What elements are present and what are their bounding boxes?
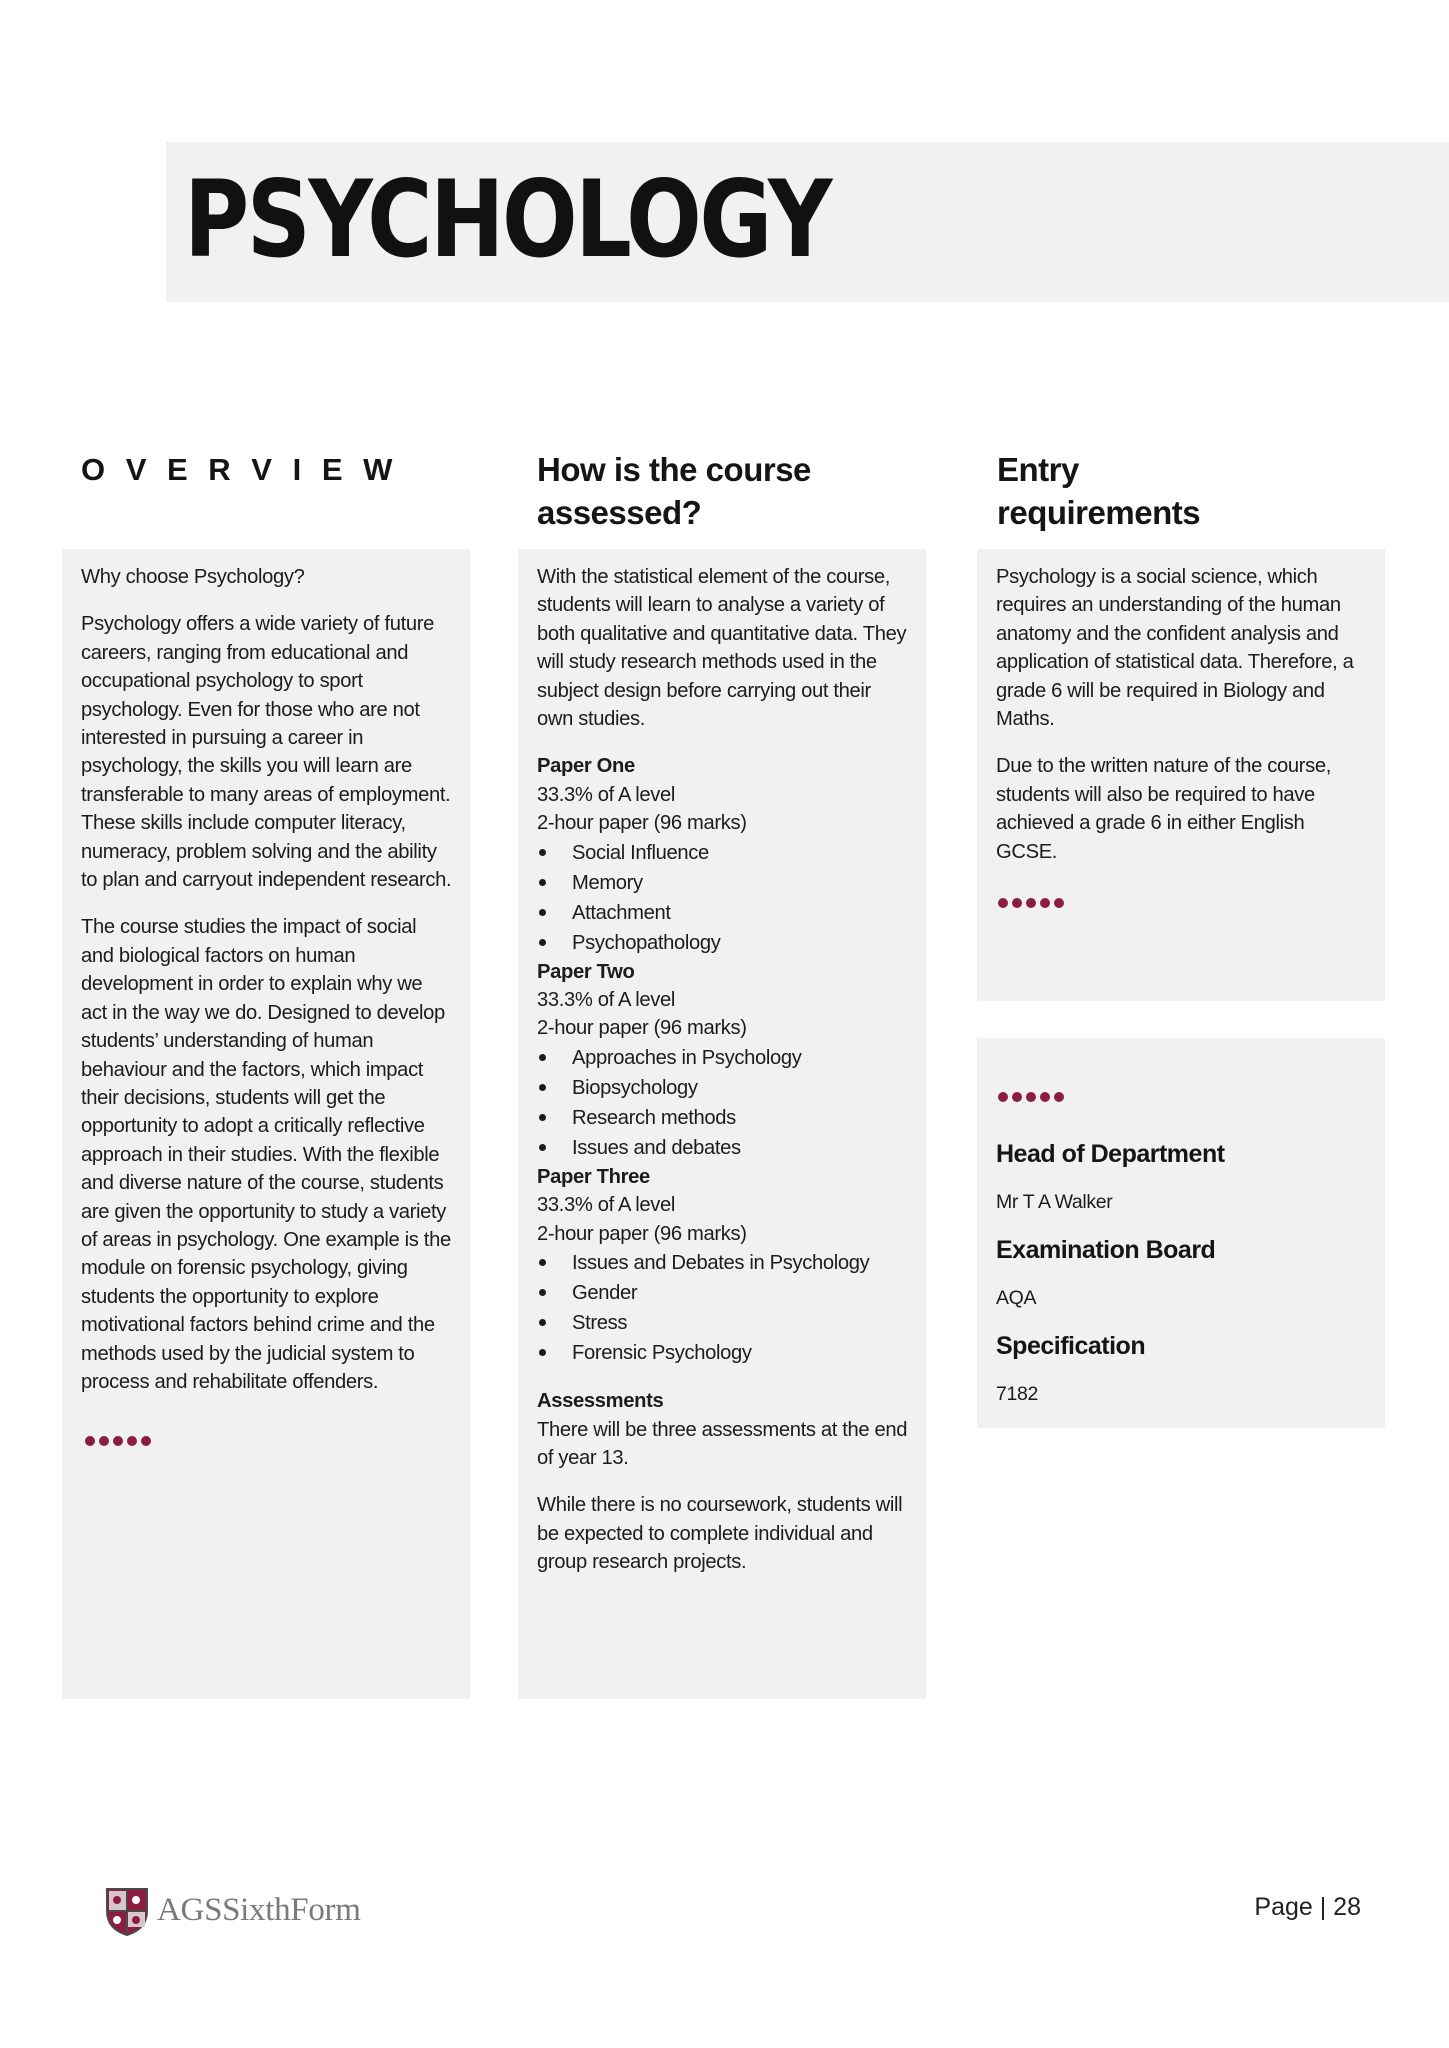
list-item: Forensic Psychology — [537, 1338, 908, 1368]
list-item: Social Influence — [537, 838, 908, 868]
entry-paragraph: Psychology is a social science, which requires an understanding of the human anatomy and the confident analysis and application of statistical data. Therefore, a grade 6 will be required in Biology and Maths. — [996, 566, 1354, 731]
paper-format: 2-hour paper (96 marks) — [537, 1017, 747, 1040]
page-title: PSYCHOLOGY — [184, 158, 830, 281]
crest-icon — [103, 1883, 151, 1937]
overview-heading: O V E R V I E W — [81, 452, 399, 487]
entry-panel — [977, 549, 1385, 1001]
head-of-department-label: Head of Department — [996, 1140, 1225, 1168]
paper-format: 2-hour paper (96 marks) — [537, 812, 747, 835]
list-item: Memory — [537, 868, 908, 898]
examination-board-value: AQA — [996, 1287, 1037, 1309]
school-logo — [103, 1883, 361, 1937]
list-item: Research methods — [537, 1103, 908, 1133]
list-item: Issues and debates — [537, 1133, 908, 1163]
paper-format: 2-hour paper (96 marks) — [537, 1222, 747, 1245]
list-item: Issues and Debates in Psychology — [537, 1248, 908, 1278]
list-item: Psychopathology — [537, 928, 908, 958]
overview-paragraph: Psychology offers a wide variety of future careers, ranging from educational and occupational psychology to sport psychology. Even for those who are not interested in pursuing a career in psychology, the skills you will learn are transferable to many areas of employment. These skills include computer literacy, numeracy, problem solving and the ability to plan and carryout independent research. — [81, 613, 452, 892]
list-item: Biopsychology — [537, 1073, 908, 1103]
paper-weight: 33.3% of A level — [537, 1194, 676, 1217]
entry-heading: Entry requirements — [997, 451, 1201, 531]
dots-divider — [85, 1436, 452, 1446]
paper-weight: 33.3% of A level — [537, 989, 676, 1012]
dots-divider — [998, 898, 1367, 908]
title-band — [166, 142, 1449, 302]
assessments-title: Assessments — [537, 1390, 664, 1413]
paper-topics — [537, 838, 908, 958]
list-item: Approaches in Psychology — [537, 1043, 908, 1073]
assessments-text: There will be three assessments at the end of year 13. — [537, 1418, 908, 1469]
paper-weight: 33.3% of A level — [537, 783, 676, 806]
paper-title: Paper Three — [537, 1165, 650, 1188]
coursework-text: While there is no coursework, students will be expected to complete individual and group research projects. — [537, 1494, 903, 1574]
paper-title: Paper Two — [537, 960, 635, 983]
info-panel — [977, 1038, 1385, 1428]
paper-topics — [537, 1248, 908, 1368]
list-item: Gender — [537, 1278, 908, 1308]
dots-divider — [998, 1092, 1367, 1102]
paper-title: Paper One — [537, 755, 635, 778]
paper-topics — [537, 1043, 908, 1163]
specification-value: 7182 — [996, 1383, 1038, 1405]
list-item: Attachment — [537, 898, 908, 928]
assessment-panel — [518, 549, 926, 1699]
assessment-heading: How is the course assessed? — [537, 451, 811, 531]
overview-panel — [62, 549, 470, 1699]
overview-question: Why choose Psychology? — [81, 566, 305, 588]
specification-label: Specification — [996, 1332, 1146, 1360]
page-number: Page | 28 — [1254, 1893, 1361, 1921]
logo-text: AGSSixthForm — [157, 1891, 361, 1928]
head-of-department-value: Mr T A Walker — [996, 1191, 1113, 1213]
list-item: Stress — [537, 1308, 908, 1338]
assessment-intro: With the statistical element of the course, students will learn to analyse a variety of both qualitative and quantitative data. They will study research methods used in the subject design before carrying out their own studies. — [537, 566, 907, 731]
examination-board-label: Examination Board — [996, 1236, 1216, 1264]
entry-paragraph: Due to the written nature of the course, students will also be required to have achieved a grade 6 in either English GCSE. — [996, 755, 1331, 863]
overview-paragraph: The course studies the impact of social and biological factors on human development in order to explain why we act in the way we do. Designed to develop students’ understanding of human behaviour and the factors, which impact their decisions, students will get the opportunity to adopt a critically reflective approach in their studies. With the flexible and diverse nature of the course, students are given the opportunity to study a variety of areas in psychology. One example is the module on forensic psychology, giving students the opportunity to explore motivational factors behind crime and the methods used by the judicial system to process and rehabilitate offenders. — [81, 916, 451, 1393]
